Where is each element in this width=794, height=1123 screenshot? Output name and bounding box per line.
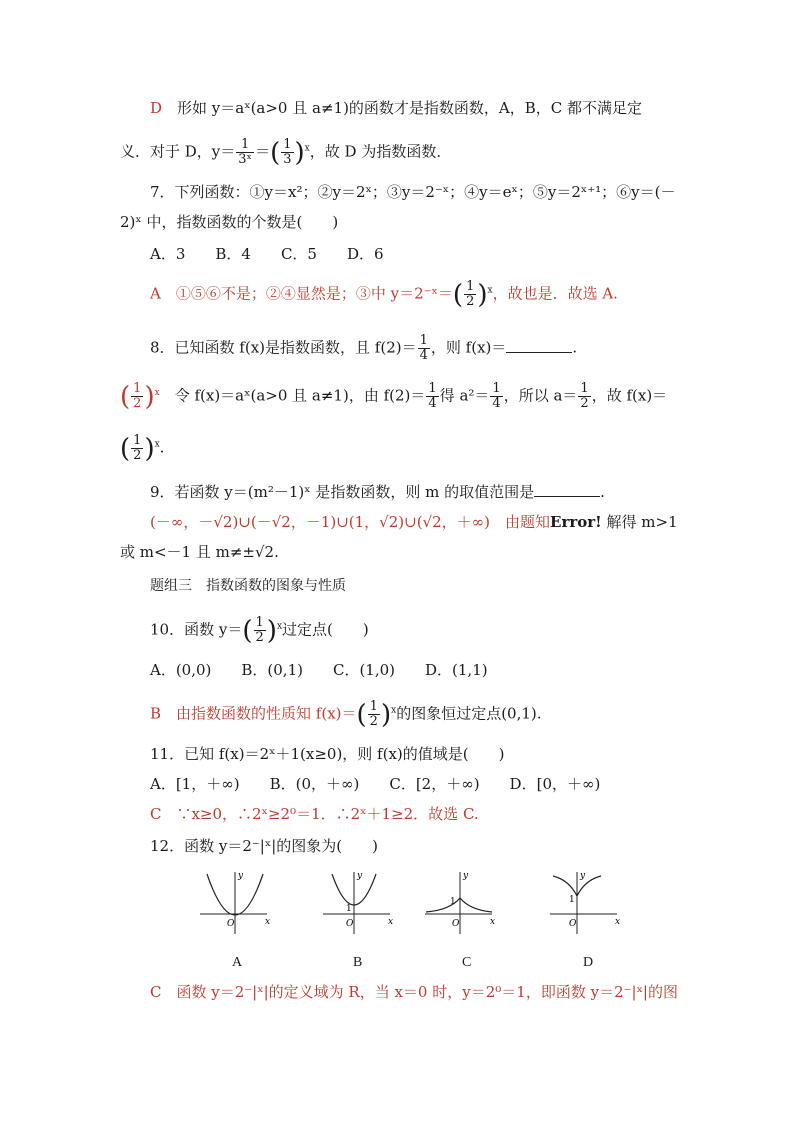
graph-b <box>318 866 398 936</box>
graph-c <box>420 866 500 936</box>
answer-9: (－∞，－√2)∪(－√2，－1)∪(1，√2)∪(√2，＋∞) 由题知Error! 解得 m>1 <box>150 513 678 531</box>
question-9: 9．若函数 y＝(m²－1)ˣ 是指数函数，则 m 的取值范围是 . <box>150 483 605 501</box>
graph-label-c: C <box>462 955 472 970</box>
svg-text:O: O <box>227 919 235 929</box>
question-7-cont: 2)ˣ 中，指数函数的个数是( ) <box>120 213 339 231</box>
answer-text: 义．对于 D，y＝ <box>120 142 236 161</box>
graph-d <box>545 866 625 936</box>
svg-text:x: x <box>388 917 394 927</box>
svg-text:1: 1 <box>569 895 575 905</box>
answer-10: B 由指数函数的性质知 f(x)＝( $\frac{1}{2}$ )$^x$的图象恒过定点(0,1). <box>150 699 542 730</box>
graph-label-a: A <box>232 955 243 970</box>
svg-text:y: y <box>357 871 363 881</box>
svg-text:x: x <box>490 917 496 927</box>
question-10-options: A．(0,0) B．(0,1) C．(1,0) D．(1,1) <box>150 661 488 679</box>
question-11: 11．已知 f(x)＝2ˣ＋1(x≥0)，则 f(x)的值域是( ) <box>150 745 505 763</box>
answer-12: C 函数 y＝2⁻|ˣ|的定义域为 R，当 x＝0 时，y＝2⁰＝1，即函数 y＝2⁻|ˣ|的图 <box>150 983 678 1001</box>
svg-text:y: y <box>238 871 244 881</box>
question-12: 12．函数 y＝2⁻|ˣ|的图象为( ) <box>150 837 378 855</box>
question-11-options: A．[1，＋∞) B．(0，＋∞) C．[2，＋∞) D．[0，＋∞) <box>150 775 601 793</box>
answer-blank <box>506 338 572 353</box>
fraction: $\frac{1}{3}$ <box>283 137 292 167</box>
paren: ( <box>270 137 281 168</box>
graph-label-b: B <box>353 955 363 970</box>
svg-text:1: 1 <box>346 904 352 914</box>
section-heading: 题组三 指数函数的图象与性质 <box>150 578 346 594</box>
answer-11: C ∵x≥0，∴2ˣ≥2⁰＝1．∴2ˣ＋1≥2．故选 C. <box>150 805 479 823</box>
svg-text:O: O <box>569 919 577 929</box>
answer-text: ，故 D 为指数函数． <box>309 142 452 161</box>
question-7-options: A．3 B．4 C．5 D．6 <box>150 245 384 263</box>
svg-text:O: O <box>346 919 354 929</box>
question-8: 8．已知函数 f(x)是指数函数，且 f(2)＝ $\frac{1}{4}$ ，则 f(x)＝ . <box>150 333 578 363</box>
svg-text:O: O <box>452 919 460 929</box>
svg-text:1: 1 <box>450 897 456 907</box>
graph-label-d: D <box>583 955 594 970</box>
svg-text:x: x <box>265 917 271 927</box>
question-7: 7．下列函数：①y＝x²；②y＝2ˣ；③y＝2⁻ˣ；④y＝eˣ；⑤y＝2ˣ⁺¹；⑥y＝(－ <box>150 183 676 201</box>
fraction: $\frac{1}{\text{3ˣ}}$ <box>238 137 253 167</box>
svg-text:y: y <box>463 871 469 881</box>
svg-text:y: y <box>580 871 586 881</box>
answer-d-line <box>150 98 642 118</box>
answer-d-text: D 形如 y＝aˣ(a>0 且 a≠1)的函数才是指数函数，A，B，C 都不满足定 <box>150 99 643 117</box>
answer-9-cont: 或 m<－1 且 m≠±√2. <box>120 543 279 561</box>
answer-d-line-2: 义．对于 D，y＝ $\frac{1}{\text{3ˣ}}$ ＝( $\frac{1}{3}$ )$^x$，故 D 为指数函数． <box>120 137 452 168</box>
graph-a <box>195 866 275 936</box>
answer-8: ( $\frac{1}{2}$ )$^x$ 令 f(x)＝aˣ(a>0 且 a≠1)，由 f(2)＝ $\frac{1}{4}$ 得 a²＝ $\frac{1}{4}$ ，所以 a＝ $\frac{1}{2}$ ，故 f(x)＝ <box>120 381 668 412</box>
answer-7: A ①⑤⑥不是；②④显然是；③中 y＝2⁻ˣ＝( $\frac{1}{2}$ )$^x$，故也是．故选 A. <box>150 279 618 310</box>
question-10: 10．函数 y＝( $\frac{1}{2}$ )$^x$过定点( ) <box>150 615 369 646</box>
answer-8-cont: ( $\frac{1}{2}$ )$^x$. <box>120 433 165 464</box>
svg-text:x: x <box>615 917 621 927</box>
